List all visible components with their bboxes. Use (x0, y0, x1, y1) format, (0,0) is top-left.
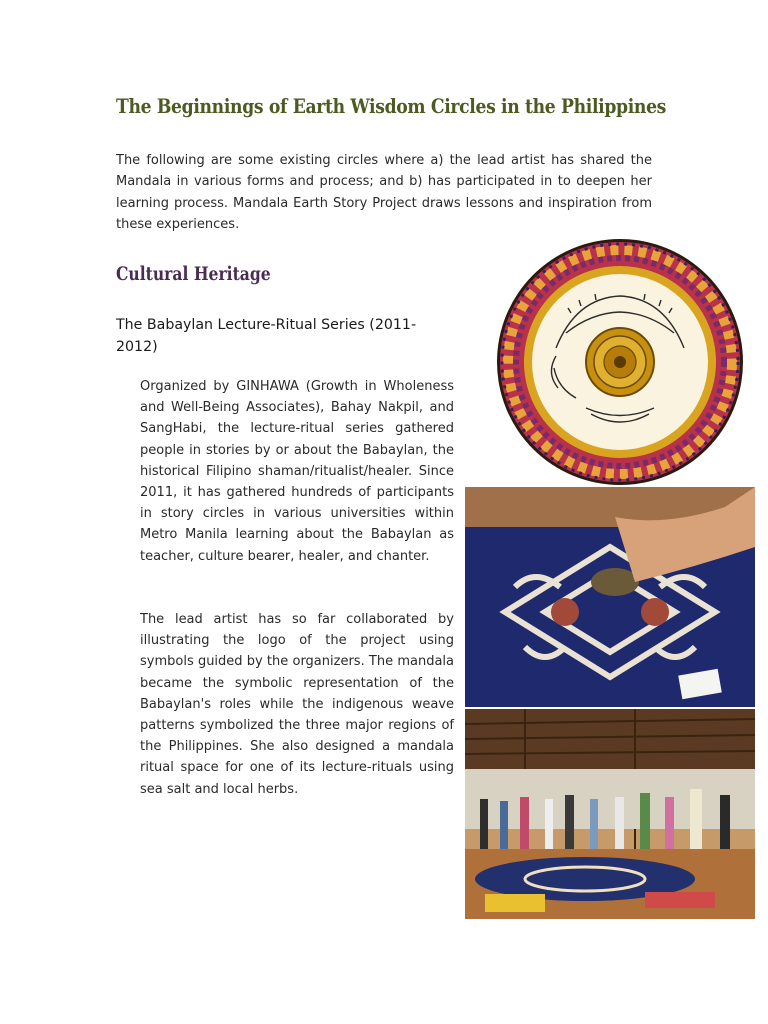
ritual-gathering-photo (465, 709, 755, 919)
section-heading: Cultural Heritage (116, 263, 271, 285)
shell-mandala-photo (465, 487, 755, 707)
body-paragraph-2: The lead artist has so far collaborated by illustrating the logo of the project using symbols guided by the organizers. The mandala became the symbolic representation of the Babaylan's roles while the indigenous weave patterns symbolized the three major regions of the Philippines. She also designed a mandala ritual space for one of its lecture-rituals using sea salt and local herbs. (140, 612, 454, 797)
series-title: The Babaylan Lecture-Ritual Series (2011-2012) (116, 317, 417, 355)
page-title: The Beginnings of Earth Wisdom Circles in the Philippines (116, 94, 667, 118)
body-paragraph-1: Organized by GINHAWA (Growth in Wholeness and Well-Being Associates), Bahay Nakpil, and SangHabi, the lecture-ritual series gathered people in stories by or about the Babaylan, the historical Filipino shaman/ritualist/healer. Since 2011, it has gathered hundreds of participants in story circles in various universities within Metro Manila learning about the Babaylan as teacher, culture bearer, healer, and chanter. (140, 379, 454, 564)
mandala-logo-image (496, 238, 744, 486)
intro-paragraph: The following are some existing circles where a) the lead artist has shared the Mandala in various forms and process; and b) has participated in to deepen her learning process. Mandala Earth Story Project draws lessons and inspiration from these experiences. (116, 153, 652, 232)
